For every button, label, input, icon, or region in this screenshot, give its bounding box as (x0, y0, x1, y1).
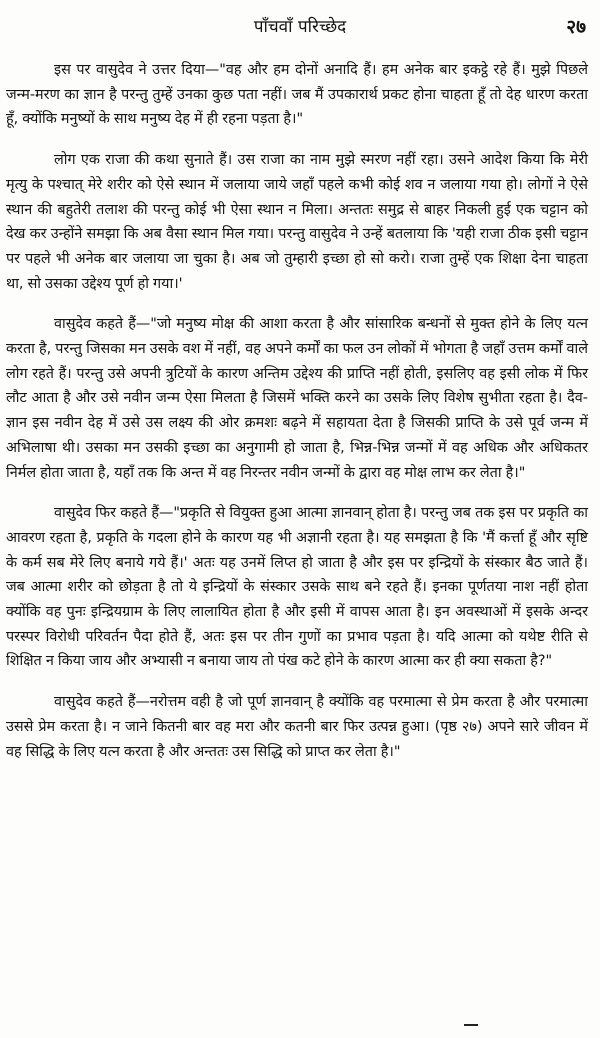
chapter-title: पाँचवाँ परिच्छेद (253, 17, 347, 37)
paragraph-2: लोग एक राजा की कथा सुनाते हैं। उस राजा का नाम मुझे स्मरण नहीं रहा। उसने आदेश किया कि मेरी मृत्यु के पश्चात् मेरे शरीर को ऐसे स्थान में जलाया जाये जहाँ पहले कभी कोई शव न जलाया गया हो। लोगों ने ऐसे स्थान की बहुतेरी तलाश की परन्तु कोई भी ऐसा स्थान न मिला। अन्ततः समुद्र से बाहर निकली हुई एक चट्टान को देख कर उन्होंने समझा कि अब वैसा स्थान मिल गया। परन्तु वासुदेव ने उन्हें बतलाया कि 'यही राजा ठीक इसी चट्टान पर पहले भी अनेक बार जलाया जा चुका है। अब जो तुम्हारी इच्छा हो सो करो। राजा तुम्हें एक शिक्षा देना चाहता था, सो उसका उद्देश्य पूर्ण हो गया।' (6, 152, 588, 292)
paragraph-5: वासुदेव कहते हैं—नरोत्तम वही है जो पूर्ण ज्ञानवान् है क्योंकि वह परमात्मा से प्रेम करता है और परमात्मा उससे प्रेम करता है। न जाने कितनी बार वह मरा और कतनी बार फिर उत्पन्न हुआ। (पृष्ठ २७) अपने सारे जीवन में वह सिद्धि के लिए यत्न करता है और अन्ततः उस सिद्धि को प्राप्त कर लेता है।" (6, 694, 588, 760)
paragraph-1: इस पर वासुदेव ने उत्तर दिया—"वह और हम दोनों अनादि हैं। हम अनेक बार इकट्ठे रहे हैं। मुझे पिछले जन्म-मरण का ज्ञान है परन्तु तुम्हें उनका कुछ पता नहीं। जब मैं उपकारार्थ प्रकट होना चाहता हूँ तो देह धारण करता हूँ, क्योंकि मनुष्यों के साथ मनुष्य देह में ही रहना पड़ता है।" (6, 62, 588, 128)
page-header (0, 14, 600, 40)
body-text (6, 58, 588, 780)
paragraph-3: वासुदेव कहते हैं—"जो मनुष्य मोक्ष की आशा करता है और सांसारिक बन्धनों से मुक्त होने के लिए यत्न करता है, परन्तु जिसका मन उसके वश में नहीं, वह अपने कर्मों का फल उन लोकों में भोगता है जहाँ उत्तम कर्मों वाले लोग रहते हैं। परन्तु उसे अपनी त्रुटियों के कारण अन्तिम उद्देश्य की प्राप्ति नहीं होती, इसलिए वह इसी लोक में फिर लौट आता है और उसे नवीन जन्म ऐसा मिलता है जिसमें भक्ति करने का उसके लिए विशेष सुभीता रहता है। दैव-ज्ञान इस नवीन देह में उसे उस लक्ष्य की ओर क्रमशः बढ़ने में सहायता देता है जिसकी प्राप्ति के उसे पूर्व जन्म में अभिलाषा थी। उसका मन उसकी इच्छा का अनुगामी हो जाता है, भिन्न-भिन्न जन्मों में वह अधिक और अधिकतर निर्मल होता जाता है, यहाँ तक कि अन्त में वह निरन्तर नवीन जन्मों के द्वारा वह मोक्ष लाभ कर लेता है।" (6, 316, 588, 481)
page-number: २७ (566, 16, 586, 38)
page-end-mark (464, 1024, 478, 1026)
paragraph-4: वासुदेव फिर कहते हैं—"प्रकृति से वियुक्त हुआ आत्मा ज्ञानवान् होता है। परन्तु जब तक इस पर प्रकृति का आवरण रहता है, प्रकृति के गदला होने के कारण यह भी अज्ञानी रहता है। यह समझता है कि 'मैं कर्त्ता हूँ और सृष्टि के कर्म सब मेरे लिए बनाये गये हैं।' अतः यह उनमें लिप्त हो जाता है और इस पर इन्द्रियों के संस्कार बैठ जाते हैं। जब आत्मा शरीर को छोड़ता है तो ये इन्द्रियों के संस्कार उसके साथ बने रहते हैं। इनका पूर्णतया नाश नहीं होता क्योंकि वह पुनः इन्द्रियग्राम के लिए लालायित होता है और इसी में वापस आता है। इन अवस्थाओं में इसके अन्दर परस्पर विरोधी परिवर्तन पैदा होते हैं, अतः इस पर तीन गुणों का प्रभाव पड़ता है। यदि आत्मा को यथेष्ट रीति से शिक्षित न किया जाय और अभ्यासी न बनाया जाय तो पंख कटे होने के कारण आत्मा कर ही क्या सकता है?" (6, 505, 588, 670)
